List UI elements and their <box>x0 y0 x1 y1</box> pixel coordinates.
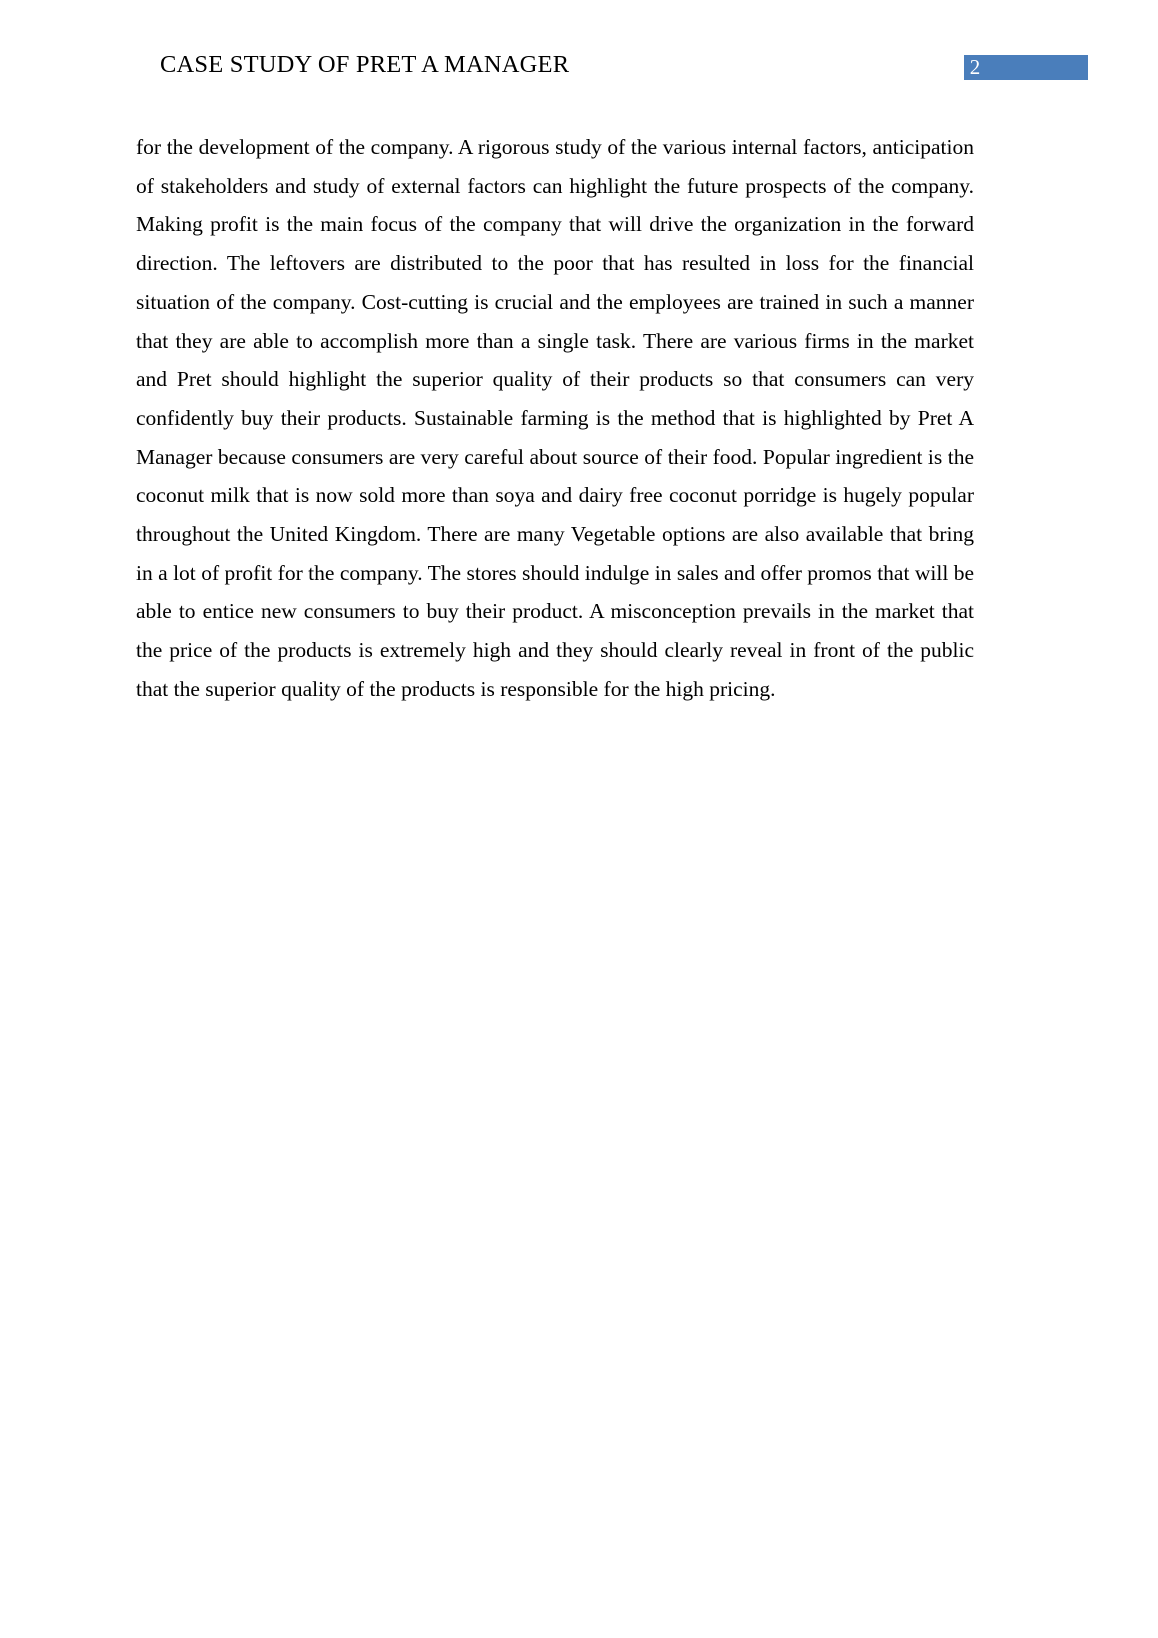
document-body <box>136 128 974 709</box>
page-number: 2 <box>969 55 981 79</box>
body-paragraph: for the development of the company. A rigorous study of the various internal factors, anticipation of stakeholders and study of external factors can highlight the future prospects of the company. Making profit is the main focus of the company that will drive the organization in the forward direction. The leftovers are distributed to the poor that has resulted in loss for the financial situation of the company. Cost-cutting is crucial and the employees are trained in such a manner that they are able to accomplish more than a single task. There are various firms in the market and Pret should highlight the superior quality of their products so that consumers can very confidently buy their products. Sustainable farming is the method that is highlighted by Pret A Manager because consumers are very careful about source of their food. Popular ingredient is the coconut milk that is now sold more than soya and dairy free coconut porridge is hugely popular throughout the United Kingdom. There are many Vegetable options are also available that bring in a lot of profit for the company. The stores should indulge in sales and offer promos that will be able to entice new consumers to buy their product. A misconception prevails in the market that the price of the products is extremely high and they should clearly reveal in front of the public that the superior quality of the products is responsible for the high pricing. <box>136 135 974 701</box>
page-header <box>0 48 1158 88</box>
header-title: CASE STUDY OF PRET A MANAGER <box>160 51 570 78</box>
